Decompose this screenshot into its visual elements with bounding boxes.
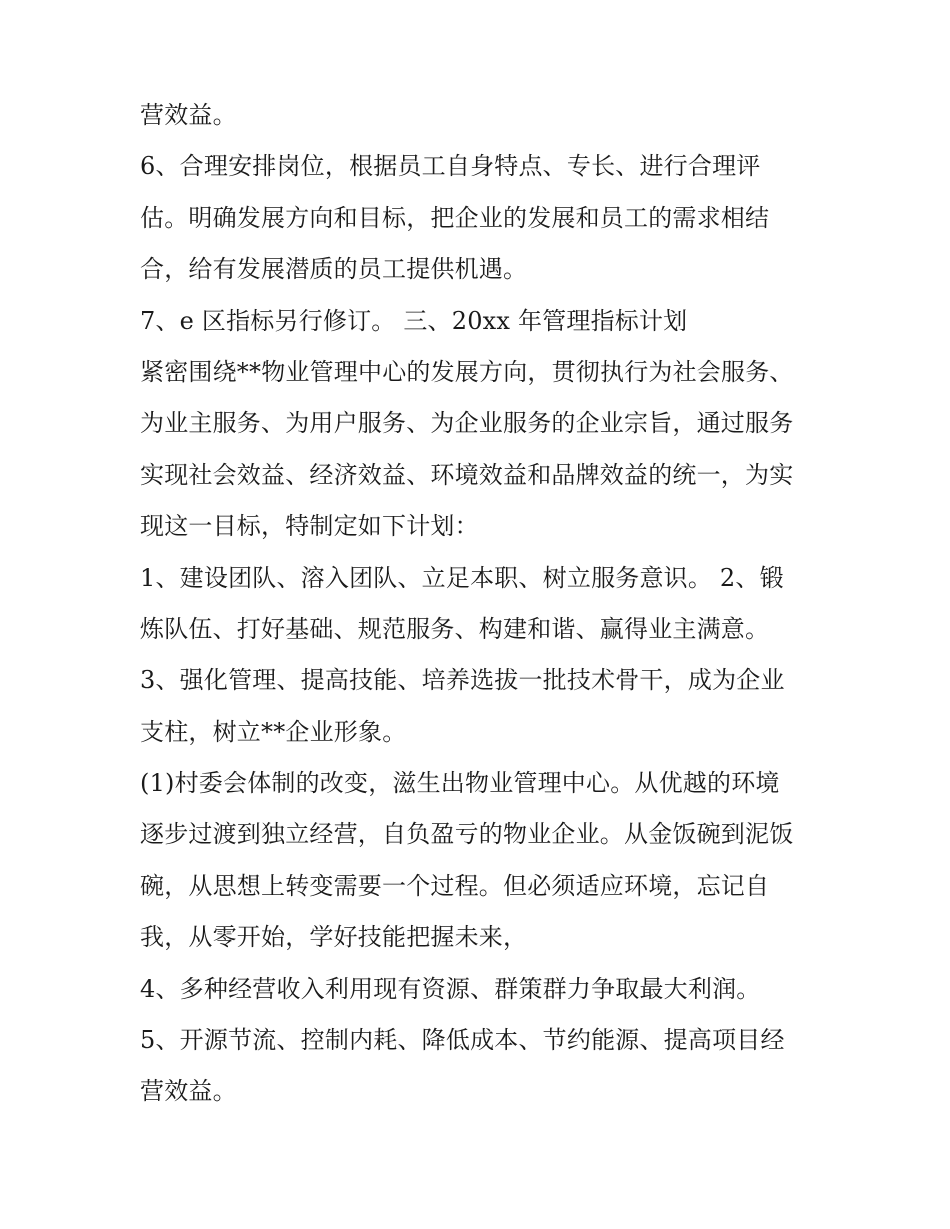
text-line: 为业主服务、为用户服务、为企业服务的企业宗旨，通过服务 <box>140 409 794 438</box>
text-line: 营效益。 <box>140 1077 237 1106</box>
document-body <box>140 103 830 1131</box>
text-line: 估。明确发展方向和目标，把企业的发展和员工的需求相结 <box>140 203 770 232</box>
text-line: 合，给有发展潜质的员工提供机遇。 <box>140 255 528 284</box>
text-line: 逐步过渡到独立经营，自负盈亏的物业企业。从金饭碗到泥饭 <box>140 820 794 849</box>
text-line: 营效益。 <box>140 101 237 129</box>
text-line: 1、建设团队、溶入团队、立足本职、树立服务意识。 2、锻 <box>140 563 784 592</box>
text-line: (1)村委会体制的改变，滋生出物业管理中心。从优越的环境 <box>140 769 780 798</box>
text-line: 碗，从思想上转变需要一个过程。但必须适应环境，忘记自 <box>140 871 770 900</box>
text-line: 我，从零开始，学好技能把握未来， <box>140 923 528 952</box>
text-line: 3、强化管理、提高技能、培养选拔一批技术骨干，成为企业 <box>140 666 785 695</box>
text-line: 6、合理安排岗位，根据员工自身特点、专长、进行合理评 <box>140 152 761 181</box>
text-line: 7、e 区指标另行修订。 三、20xx 年管理指标计划 <box>140 306 688 335</box>
text-line: 紧密围绕**物业管理中心的发展方向，贯彻执行为社会服务、 <box>140 357 794 386</box>
text-line: 炼队伍、打好基础、规范服务、构建和谐、赢得业主满意。 <box>140 614 770 643</box>
text-line: 5、开源节流、控制内耗、降低成本、节约能源、提高项目经 <box>140 1026 785 1055</box>
text-line: 4、多种经营收入利用现有资源、群策群力争取最大利润。 <box>140 974 761 1003</box>
text-line: 实现社会效益、经济效益、环境效益和品牌效益的统一，为实 <box>140 460 794 489</box>
text-line: 支柱，树立**企业形象。 <box>140 717 407 746</box>
text-line: 现这一目标，特制定如下计划： <box>140 512 479 541</box>
